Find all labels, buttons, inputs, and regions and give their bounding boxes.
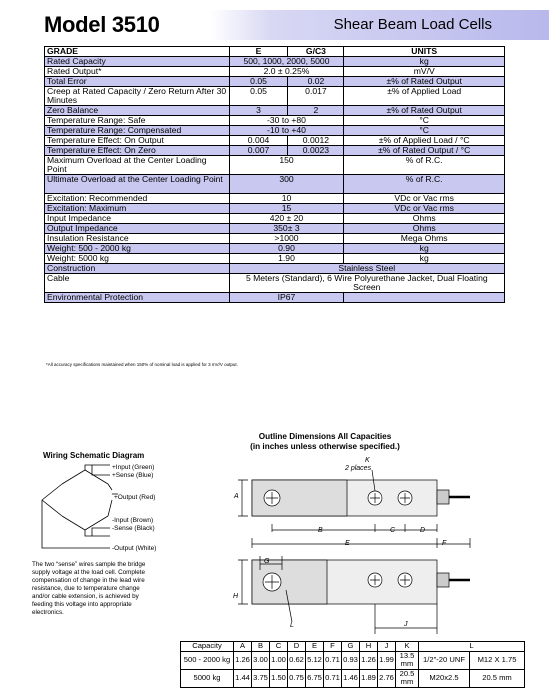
bridge-resistor-2 [85, 470, 108, 484]
table-row [181, 669, 525, 687]
row-label: Excitation: Recommended [45, 194, 230, 204]
dims-header: B [252, 642, 270, 652]
row-label: Ultimate Overload at the Center Loading Point [45, 175, 230, 194]
dim-label-j: J [404, 621, 408, 628]
row-units: % of R.C. [344, 175, 505, 194]
table-row [45, 106, 505, 116]
dimensions-table [180, 641, 525, 688]
dims-cell: 1.26 [360, 651, 378, 669]
row-label: Temperature Effect: On Output [45, 136, 230, 146]
g-header: G/C3 [288, 47, 344, 57]
row-value: 350± 3 [229, 224, 344, 234]
dims-header: L [419, 642, 525, 652]
table-row [45, 57, 505, 67]
row-value: 1.90 [229, 254, 344, 264]
dims-cell: 1/2"-20 UNF [419, 651, 470, 669]
row-units: kg [344, 244, 505, 254]
dims-cell: 0.75 [288, 669, 306, 687]
table-row [45, 77, 505, 87]
row-label: Excitation: Maximum [45, 204, 230, 214]
dims-cell: 1.89 [360, 669, 378, 687]
dims-cell: 13.5 mm [396, 651, 419, 669]
table-row [45, 293, 505, 303]
dims-cell: 20.5 mm [470, 669, 525, 687]
table-row [45, 274, 505, 293]
model-title: Model 3510 [44, 12, 160, 37]
table-row [45, 156, 505, 175]
dims-header: J [378, 642, 396, 652]
dims-cell: 5000 kg [181, 669, 234, 687]
row-value: >1000 [229, 234, 344, 244]
row-value: IP67 [229, 293, 344, 303]
wire-sense-blue: +Sense (Blue) [112, 472, 154, 479]
row-label: Rated Output* [45, 67, 230, 77]
dims-header: F [324, 642, 342, 652]
product-subtitle: Shear Beam Load Cells [333, 16, 492, 33]
row-value: 0.90 [229, 244, 344, 254]
table-row [45, 175, 505, 194]
table-row [45, 194, 505, 204]
row-units: ±% of Applied Load / °C [344, 136, 505, 146]
dims-cell: 0.71 [324, 651, 342, 669]
dims-header: C [270, 642, 288, 652]
row-units: kg [344, 57, 505, 67]
dims-cell: 1.50 [270, 669, 288, 687]
row-label: Output Impedance [45, 224, 230, 234]
row-units-empty [344, 293, 505, 303]
table-row [45, 204, 505, 214]
row-g-value: 0.017 [288, 87, 344, 106]
outline-title-line1: Outline Dimensions All Capacities [258, 432, 392, 441]
dims-cell: 20.5 mm [396, 669, 419, 687]
row-e-value: 0.004 [229, 136, 288, 146]
row-value: 15 [229, 204, 344, 214]
wiring-schematic-diagram [30, 462, 120, 554]
row-label: Weight: 5000 kg [45, 254, 230, 264]
dims-header: E [306, 642, 324, 652]
table-row [45, 214, 505, 224]
spec-table [44, 46, 505, 303]
row-label: Rated Capacity [45, 57, 230, 67]
dim-label-e: E [345, 540, 350, 547]
bridge-resistor-4 [108, 500, 112, 516]
table-row [45, 67, 505, 77]
wire-sense-black: -Sense (Black) [112, 525, 155, 532]
row-g-value: 0.0012 [288, 136, 344, 146]
dims-cell: 0.93 [342, 651, 360, 669]
row-value: -30 to +80 [229, 116, 344, 126]
outline-title-line2: (in inches unless otherwise specified.) [250, 442, 400, 451]
outline-drawing [200, 452, 480, 640]
dims-header: Capacity [181, 642, 234, 652]
table-row [45, 87, 505, 106]
dim-label-2-places: 2 places [345, 465, 372, 472]
spec-header-row [45, 47, 505, 57]
row-value: 420 ± 20 [229, 214, 344, 224]
dim-label-d: D [420, 527, 426, 534]
table-row [181, 651, 525, 669]
table-row [45, 126, 505, 136]
row-value: 500, 1000, 2000, 5000 [229, 57, 344, 67]
dim-label-k: K [365, 457, 370, 464]
row-label: Temperature Range: Compensated [45, 126, 230, 136]
row-g-value: 0.02 [288, 77, 344, 87]
table-row [45, 224, 505, 234]
dims-header-row [181, 642, 525, 652]
table-row [45, 254, 505, 264]
row-units: kg [344, 254, 505, 264]
dims-cell: 1.44 [234, 669, 252, 687]
row-units: Ohms [344, 214, 505, 224]
side-cable-gland [437, 490, 449, 504]
dims-header: A [234, 642, 252, 652]
row-units: ±% of Applied Load [344, 87, 505, 106]
page-header [44, 10, 504, 40]
dims-cell: M12 X 1.75 [470, 651, 525, 669]
dims-header: G [342, 642, 360, 652]
dims-header: D [288, 642, 306, 652]
wiring-note: The two “sense” wires sample the bridge supply voltage at the load cell. Complete compensation of change in the lead wire resistance, due to temperature change and/or cable extension, is achieved by feeding this voltage into appropriate electronics. [32, 561, 146, 616]
wire-output-red: +Output (Red) [114, 494, 156, 501]
dims-cell: 6.75 [306, 669, 324, 687]
top-cable-gland [437, 573, 449, 587]
row-units: °C [344, 116, 505, 126]
row-value: 10 [229, 194, 344, 204]
row-label: Construction [45, 264, 230, 274]
row-e-value: 0.05 [229, 87, 288, 106]
dim-label-a: A [234, 493, 239, 500]
table-row [45, 136, 505, 146]
table-row [45, 264, 505, 274]
row-units: °C [344, 126, 505, 136]
row-label: Temperature Range: Safe [45, 116, 230, 126]
dim-label-l: L [290, 622, 294, 629]
dim-label-h: H [233, 593, 239, 600]
row-units: mV/V [344, 67, 505, 77]
row-units: ±% of Rated Output [344, 106, 505, 116]
e-header: E [229, 47, 288, 57]
dims-cell: 0.62 [288, 651, 306, 669]
wire-input-brown: -Input (Brown) [112, 517, 154, 524]
row-e-value: 0.05 [229, 77, 288, 87]
dim-label-c: C [390, 527, 396, 534]
dims-cell: 1.26 [234, 651, 252, 669]
row-label: Creep at Rated Capacity / Zero Return After 30 Minutes [45, 87, 230, 106]
dims-cell: 1.46 [342, 669, 360, 687]
row-units: VDc or Vac rms [344, 194, 505, 204]
dims-cell: 5.12 [306, 651, 324, 669]
row-label: Insulation Resistance [45, 234, 230, 244]
row-units: Ohms [344, 224, 505, 234]
row-value: Stainless Steel [229, 264, 504, 274]
dims-cell: 500 - 2000 kg [181, 651, 234, 669]
row-e-value: 3 [229, 106, 288, 116]
table-row [45, 244, 505, 254]
row-value: 2.0 ± 0.25% [229, 67, 344, 77]
grade-header: GRADE [45, 47, 230, 57]
row-label: Zero Balance [45, 106, 230, 116]
bridge-resistor-3 [42, 500, 62, 516]
row-label: Total Error [45, 77, 230, 87]
row-e-value: 0.007 [229, 146, 288, 156]
dims-cell: 3.75 [252, 669, 270, 687]
dim-label-b: B [318, 527, 323, 534]
wire-output-white: -Output (White) [112, 545, 157, 552]
dims-cell: M20x2.5 [419, 669, 470, 687]
row-label: Environmental Protection [45, 293, 230, 303]
row-label: Input Impedance [45, 214, 230, 224]
dims-cell: 0.71 [324, 669, 342, 687]
table-row [45, 234, 505, 244]
row-label: Weight: 500 - 2000 kg [45, 244, 230, 254]
row-g-value: 2 [288, 106, 344, 116]
dims-header: K [396, 642, 419, 652]
table-row [45, 146, 505, 156]
row-units: Mega Ohms [344, 234, 505, 244]
row-units: VDc or Vac rms [344, 204, 505, 214]
dims-header: H [360, 642, 378, 652]
dims-cell: 1.00 [270, 651, 288, 669]
dims-cell: 2.76 [378, 669, 396, 687]
wiring-title: Wiring Schematic Diagram [43, 451, 145, 460]
units-header: UNITS [344, 47, 505, 57]
bridge-resistor-1 [62, 470, 85, 484]
dim-label-g: G [264, 558, 270, 565]
row-label: Maximum Overload at the Center Loading Point [45, 156, 230, 175]
dims-cell: 3.00 [252, 651, 270, 669]
row-g-value: 0.0023 [288, 146, 344, 156]
wire-input-green: +Input (Green) [112, 464, 155, 471]
row-value: 5 Meters (Standard), 6 Wire Polyurethane Jacket, Dual Floating Screen [229, 274, 504, 293]
spec-footnote: *All accuracy specifications maintained when 150% of nominal load is applied for 3 mV/V output. [46, 362, 238, 367]
table-row [45, 116, 505, 126]
row-value: 300 [229, 175, 344, 194]
row-value: 150 [229, 156, 344, 175]
outline-title [210, 432, 440, 452]
row-label: Temperature Effect: On Zero [45, 146, 230, 156]
row-value: -10 to +40 [229, 126, 344, 136]
dims-cell: 1.99 [378, 651, 396, 669]
dim-label-f: F [442, 540, 447, 547]
row-units: ±% of Rated Output / °C [344, 146, 505, 156]
row-units: ±% of Rated Output [344, 77, 505, 87]
row-units: % of R.C. [344, 156, 505, 175]
row-label: Cable [45, 274, 230, 293]
